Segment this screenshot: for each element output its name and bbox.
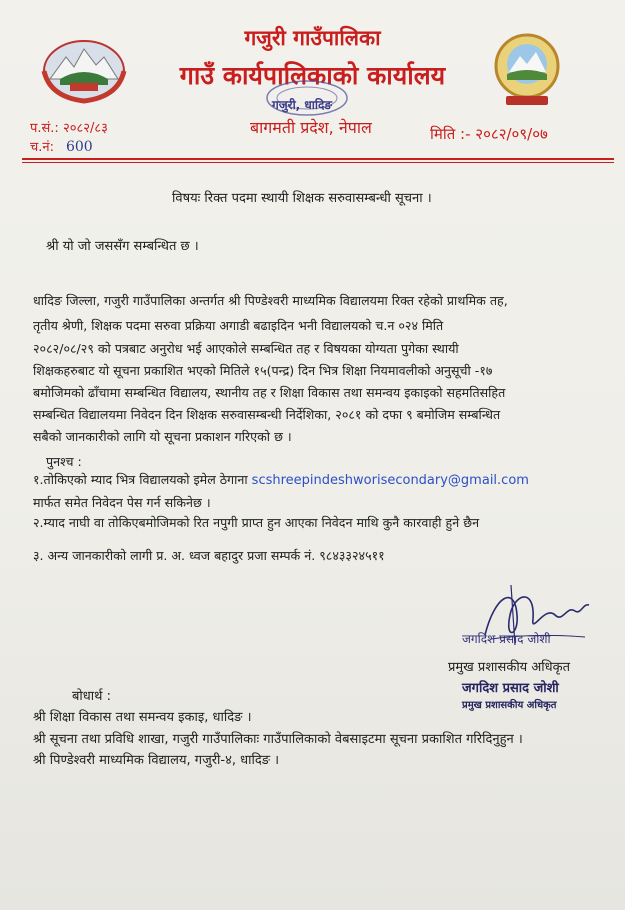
- cc-item: श्री शिक्षा विकास तथा समन्वय इकाइ, धादिङ ।: [33, 710, 252, 725]
- body-line: सबैको जानकारीको लागि यो सूचना प्रकाशन गरिएको छ ।: [33, 429, 292, 444]
- postscript-item-1-cont: मार्फत समेत निवेदन पेस गर्न सकिनेछ ।: [33, 495, 211, 510]
- school-email-link[interactable]: scshreepindeshworisecondary@gmail.com: [251, 473, 529, 488]
- cc-item: श्री सूचना तथा प्रविधि शाखा, गजुरी गाउँपालिकाः गाउँपालिकाको वेबसाइटमा सूचना प्रकाशित गरिदिनुहुन ।: [33, 732, 523, 747]
- signatory-stamp-title: प्रमुख प्रशासकीय अधिकृत: [462, 700, 557, 711]
- dispatch-number-label: च.नं:: [30, 140, 54, 155]
- stamp-text: गजुरी, धादिङ: [272, 98, 333, 112]
- dispatch-number: [30, 137, 93, 155]
- body-line: सम्बन्धित विद्यालयमा निवेदन दिन शिक्षक सरुवासम्बन्धी निर्देशिका, २०८१ को दफा ९ बमोजिम सम्बन्धित: [33, 407, 501, 422]
- postscript-item-3: ३. अन्य जानकारीको लागी प्र. अ. ध्वज बहादुर प्रजा सम्पर्क नं. ९८४३३२४५११: [33, 548, 385, 563]
- cc-heading: बोधार्थ :: [72, 689, 111, 704]
- signatory-title: प्रमुख प्रशासकीय अधिकृत: [448, 660, 571, 675]
- postscript-heading: पुनश्च :: [46, 454, 82, 469]
- signature-name-handwritten: जगदिश प्रसाद जोशी: [462, 632, 551, 646]
- postscript-item-2: २.म्याद नाघी वा तोकिएबमोजिमको रित नपुगी प्राप्त हुन आएका निवेदन माथि कुनै कारवाही हुने छैन: [33, 515, 480, 530]
- signatory-stamp-name: जगदिश प्रसाद जोशी: [462, 681, 559, 696]
- postscript-item-1-text: १.तोकिएको म्याद भित्र विद्यालयको इमेल ठेगाना: [33, 472, 252, 487]
- cc-item: श्री पिण्डेश्वरी माध्यमिक विद्यालय, गजुरी-४, धादिङ ।: [33, 753, 280, 768]
- body-line: धादिङ जिल्ला, गजुरी गाउँपालिका अन्तर्गत श्री पिण्डेश्वरी माध्यमिक विद्यालयमा रिक्त रहेको प्राथमिक तह,: [33, 293, 508, 308]
- body-line: शिक्षकहरुबाट यो सूचना प्रकाशित भएको मितिले १५(पन्द्र) दिन भित्र शिक्षा नियमावलीको अनुसूची -१७: [33, 363, 493, 378]
- body-line: बमोजिमको ढाँचामा सम्बन्धित विद्यालय, स्थानीय तह र शिक्षा विकास तथा समन्वय इकाइको सहमतिसहित: [33, 385, 506, 400]
- letter-date: मिति :- २०८२/०९/०७: [430, 125, 548, 143]
- office-name: गाउँ कार्यपालिकाको कार्यालय: [179, 61, 446, 90]
- subject-line: विषयः रिक्त पदमा स्थायी शिक्षक सरुवासम्बन्धी सूचना ।: [172, 191, 432, 206]
- body-line: २०८२/०८/२९ को पत्रबाट अनुरोध भई आएकोले सम्बन्धित तह र विषयका योग्यता पुगेका स्थायी: [33, 341, 459, 356]
- dispatch-number-value: 600: [65, 139, 93, 155]
- letter-number: प.सं.: २०८२/८३: [30, 121, 108, 136]
- salutation: श्री यो जो जससँग सम्बन्धित छ ।: [46, 239, 199, 254]
- province-name: बागमती प्रदेश, नेपाल: [250, 118, 372, 137]
- header-divider: [22, 158, 614, 160]
- municipality-name: गजुरी गाउँपालिका: [244, 26, 381, 50]
- postscript-item-1: [33, 471, 529, 488]
- municipality-logo-icon: [492, 30, 562, 108]
- header-divider-thin: [22, 162, 614, 163]
- body-line: तृतीय श्रेणी, शिक्षक पदमा सरुवा प्रक्रिया अगाडी बढाइदिन भनी विद्यालयको च.न ०२४ मिति: [33, 318, 444, 333]
